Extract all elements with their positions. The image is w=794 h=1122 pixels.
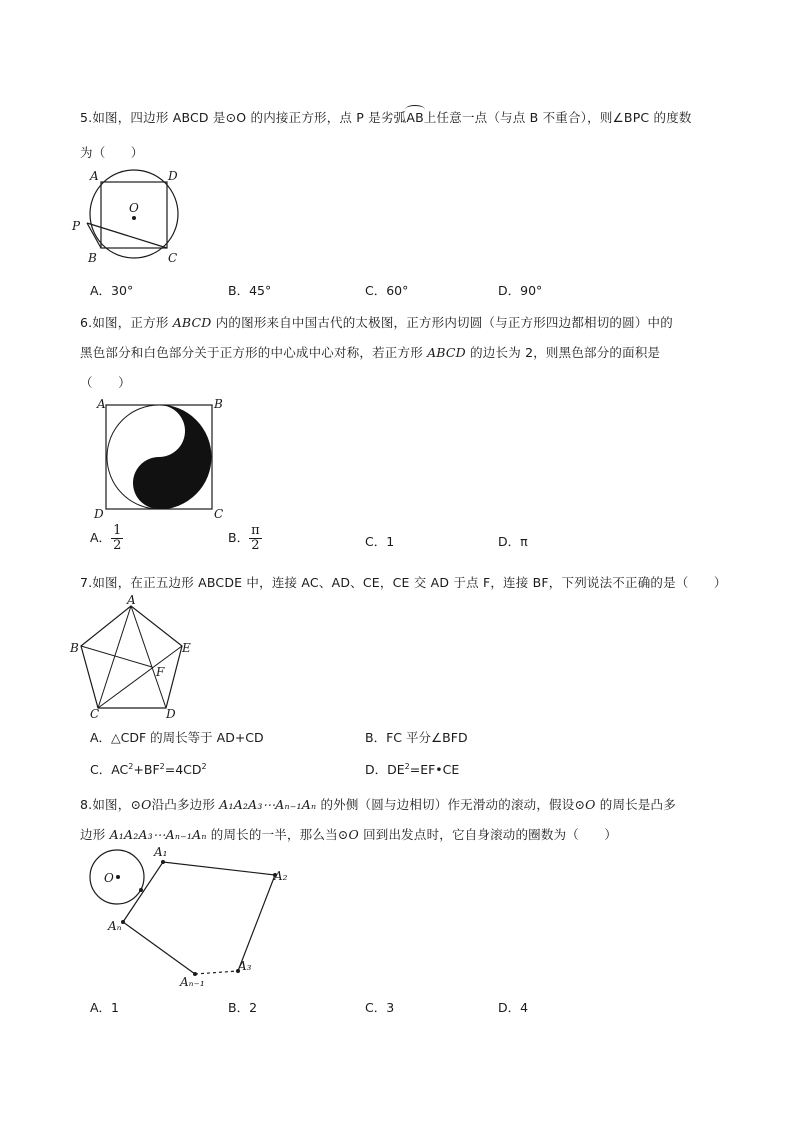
q6-option-c[interactable]: C．1 (365, 534, 395, 549)
q8-option-a[interactable]: A．1 (90, 1000, 120, 1015)
q8-polygon-1: A₁A₂A₃⋯Aₙ₋₁Aₙ (219, 797, 317, 812)
q8-text-1a: 8.如图， (80, 797, 131, 812)
q7-label-c: C (90, 707, 100, 720)
q7-option-c-sup2: 2 (159, 761, 165, 771)
q5-stem-text-b: 上任意一点（与点 B 不重合），则∠BPC 的度数 (423, 110, 692, 125)
q8-stem-line2 (80, 825, 617, 843)
q8-text-2c: 回到出发点时，它自身滚动的圈数为（ ） (358, 827, 618, 842)
q8-rolling-figure (86, 842, 306, 992)
q7-option-c-sup1: 2 (128, 761, 134, 771)
q7-option-d-sup: 2 (404, 761, 410, 771)
q5-label-p: P (72, 219, 81, 233)
q5-label-a: A (90, 169, 99, 183)
q8-text-1b: 沿凸多边形 (151, 797, 220, 812)
q7-label-b: B (70, 641, 79, 655)
q8-circle-o-2: ⊙O (574, 797, 596, 812)
q7-label-f: F (156, 665, 165, 679)
q8-label-a3: A₃ (238, 959, 252, 973)
q8-stem-line1 (80, 795, 676, 813)
q6-option-a-fraction (111, 524, 123, 553)
q7-option-c-a: C．AC (90, 762, 129, 777)
q6-option-b-num: π (251, 523, 260, 538)
q5-option-a[interactable]: A．30° (90, 283, 134, 298)
q5-figure (66, 166, 196, 270)
q6-taiji-figure (90, 396, 230, 522)
q6-option-a[interactable] (90, 524, 123, 553)
q6-stem-line2 (80, 343, 660, 361)
q8-label-a2: A₂ (274, 869, 288, 883)
q6-text-1b: 内的图形来自中国古代的太极图，正方形内切圆（与正方形四边都相切的圆）中的 (211, 315, 673, 330)
q5-option-c[interactable]: C．60° (365, 283, 409, 298)
q6-text-2a: 黑色部分和白色部分关于正方形的中心成中心对称，若正方形 (80, 345, 428, 360)
q7-option-c-b: +BF (133, 762, 160, 777)
q8-polygon-2: A₁A₂A₃⋯Aₙ₋₁Aₙ (109, 827, 207, 842)
q8-option-d[interactable]: D．4 (498, 1000, 529, 1015)
q5-label-b: B (88, 251, 97, 265)
q6-abcd-2: ABCD (427, 345, 466, 360)
q8-text-1d: 的周长是凸多 (595, 797, 676, 812)
q6-stem-line1 (80, 313, 673, 331)
q6-option-b-label: B． (228, 530, 250, 545)
q6-option-a-label: A． (90, 530, 112, 545)
q8-label-an1: Aₙ₋₁ (180, 975, 205, 989)
q7-option-a[interactable]: A．△CDF 的周长等于 AD+CD (90, 730, 264, 745)
q6-text-2b: 的边长为 2，则黑色部分的面积是 (465, 345, 661, 360)
q6-option-b-den: 2 (251, 538, 260, 553)
q6-option-b[interactable] (228, 524, 262, 553)
q6-option-d[interactable]: D．π (498, 534, 528, 549)
q7-option-b[interactable]: B．FC 平分∠BFD (365, 730, 468, 745)
q6-label-a: A (97, 397, 106, 411)
q6-text-1a: 6.如图，正方形 (80, 315, 173, 330)
q5-label-o: O (129, 201, 139, 215)
q7-option-d-a: D．DE (365, 762, 405, 777)
q8-label-o: O (104, 871, 114, 885)
q5-stem-text-a: 5.如图，四边形 ABCD 是⊙O 的内接正方形，点 P 是劣弧 (80, 110, 407, 125)
q7-label-e: E (182, 641, 191, 655)
q7-option-c-sup3: 2 (201, 761, 207, 771)
q6-label-b: B (214, 397, 223, 411)
q8-label-a1: A₁ (154, 845, 168, 859)
q5-label-d: D (168, 169, 178, 183)
q7-option-c-c: =4CD (164, 762, 202, 777)
q7-stem-line1: 7.如图，在正五边形 ABCDE 中，连接 AC、AD、CE，CE 交 AD 于点 F，连接 BF，下列说法不正确的是（ ） (80, 575, 727, 590)
q8-text-2b: 的周长的一半，那么当 (206, 827, 338, 842)
q5-arc-ab: AB (406, 110, 424, 125)
q7-option-d[interactable] (365, 760, 459, 778)
q6-option-a-den: 2 (113, 538, 122, 553)
q5-label-c: C (168, 251, 178, 265)
q8-label-an: Aₙ (108, 919, 122, 933)
q6-stem-line3: （ ） (80, 375, 131, 390)
q5-option-d[interactable]: D．90° (498, 283, 543, 298)
q7-option-d-b: =EF•CE (409, 762, 460, 777)
q6-label-d: D (94, 507, 104, 521)
q8-option-c[interactable]: C．3 (365, 1000, 395, 1015)
q7-label-a: A (127, 594, 136, 607)
q6-abcd-1: ABCD (172, 315, 212, 330)
q5-stem-line1 (80, 108, 692, 126)
q8-circle-o-3: ⊙O (337, 827, 359, 842)
q6-option-b-fraction (249, 524, 262, 553)
q6-option-a-num: 1 (113, 523, 122, 538)
q7-label-d: D (166, 707, 176, 720)
q7-option-c[interactable] (90, 760, 207, 778)
q8-circle-o-1: ⊙O (130, 797, 152, 812)
q8-text-2a: 边形 (80, 827, 110, 842)
q8-text-1c: 的外侧（圆与边相切）作无滑动的滚动，假设 (316, 797, 575, 812)
q5-stem-line2: 为（ ） (80, 145, 144, 160)
q7-pentagon-figure (66, 594, 196, 720)
q6-label-c: C (214, 507, 224, 521)
q5-option-b[interactable]: B．45° (228, 283, 272, 298)
q8-option-b[interactable]: B．2 (228, 1000, 258, 1015)
